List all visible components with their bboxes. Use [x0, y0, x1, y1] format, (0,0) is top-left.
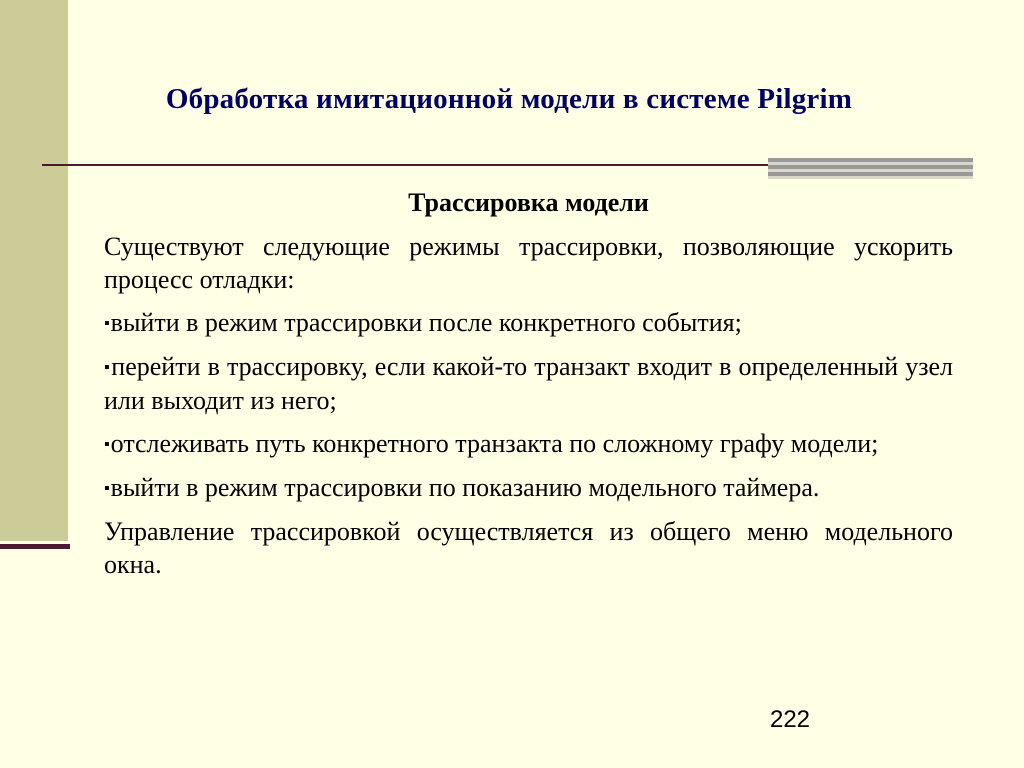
bullet-item — [104, 350, 953, 417]
bullet-item — [104, 306, 953, 340]
bullet-square-icon: ▪ — [104, 359, 111, 376]
title-divider-accent — [768, 158, 973, 179]
left-bar-underline — [0, 544, 70, 549]
bullet-square-icon: ▪ — [104, 480, 110, 497]
conclusion-paragraph: Управление трассировкой осуществляется из общего меню модельного окна. — [104, 517, 953, 579]
left-decorative-bar — [0, 0, 68, 541]
slide-title — [0, 83, 1024, 116]
bullet-square-icon: ▪ — [104, 315, 110, 332]
slide-body — [104, 186, 953, 591]
bullet-text: отслеживать путь конкретного транзакта по сложному графу модели; — [110, 429, 879, 458]
title-divider-line — [42, 164, 773, 166]
page-number: 222 — [769, 706, 811, 733]
bullet-item — [104, 471, 953, 505]
bullet-text: выйти в режим трассировки после конкретного события; — [110, 308, 742, 337]
section-heading: Трассировка модели — [408, 188, 649, 217]
slide-title-text: Обработка имитационной модели в системе Pilgrim — [165, 83, 853, 115]
bullet-item — [104, 427, 953, 461]
bullet-text: перейти в трассировку, если какой-то транзакт входит в определенный узел или выходит из него; — [104, 352, 954, 415]
bullet-text: выйти в режим трассировки по показанию модельного таймера. — [110, 473, 820, 502]
bullet-square-icon: ▪ — [104, 436, 110, 453]
intro-paragraph: Существуют следующие режимы трассировки, позволяющие ускорить процесс отладки: — [104, 232, 953, 294]
